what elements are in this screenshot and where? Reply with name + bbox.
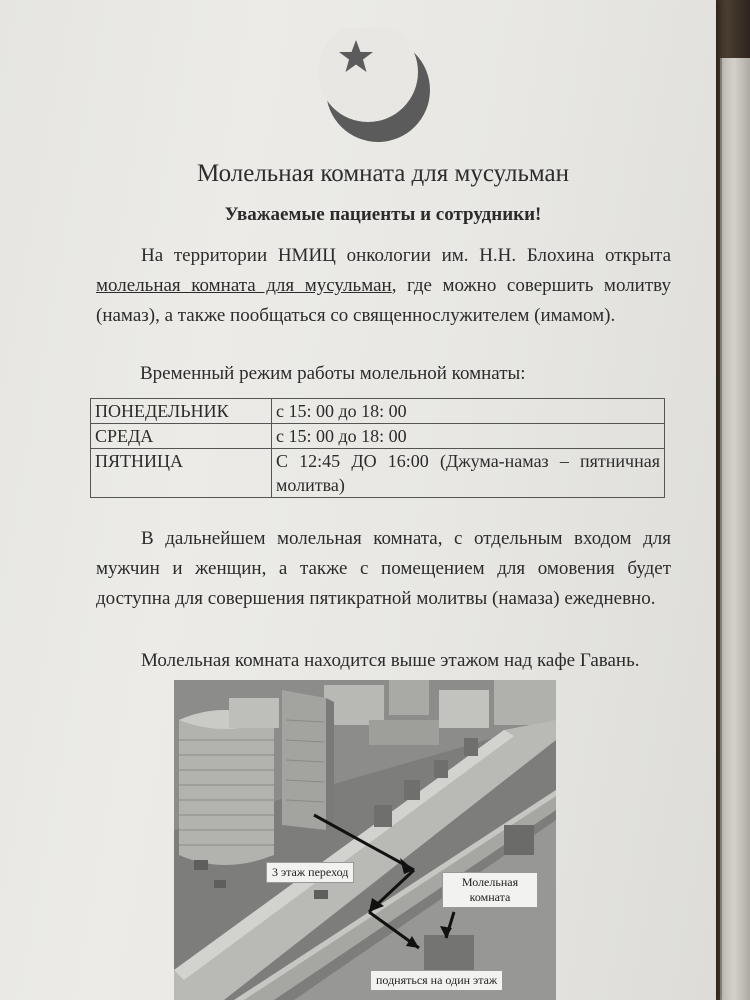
future-text: В дальнейшем молельная комната, с отдельным входом для мужчин и женщин, а также с помещением для омовения будет доступна для совершения пятикратной молитвы (намаза) ежедневно. (96, 528, 671, 609)
table-row (91, 449, 665, 498)
schedule-day: ПЯТНИЦА (91, 449, 272, 498)
table-row (91, 424, 665, 449)
prayer-room-mention: молельная комната для мусульман (96, 275, 392, 296)
schedule-table (90, 398, 665, 498)
schedule-time: с 15: 00 до 18: 00 (272, 399, 665, 424)
table-row (91, 399, 665, 424)
page-title: Молельная комната для мусульман (196, 160, 569, 187)
schedule-heading: Временный режим работы молельной комнаты: (140, 363, 526, 384)
intro-text-start: На территории НМИЦ онкологии им. Н.Н. Блохина открыта (141, 245, 671, 266)
location-text: Молельная комната находится выше этажом над кафе Гавань. (141, 650, 640, 671)
intro-text-end: , где можно совершить молитву (намаз), а также пообщаться со священнослужителем (имамом). (96, 275, 671, 326)
label-prayer-room: Молельная комната (442, 872, 538, 908)
label-go-up: подняться на один этаж (370, 970, 503, 991)
future-paragraph (96, 524, 671, 614)
schedule-time: С 12:45 ДО 16:00 (Джума-намаз – пятничная молитва) (272, 449, 665, 498)
location-paragraph (96, 646, 671, 676)
schedule-time: с 15: 00 до 18: 00 (272, 424, 665, 449)
schedule-day: СРЕДА (91, 424, 272, 449)
background-panel (720, 58, 750, 1000)
label-transition: 3 этаж переход (266, 862, 354, 883)
schedule-day: ПОНЕДЕЛЬНИК (91, 399, 272, 424)
greeting: Уважаемые пациенты и сотрудники! (224, 204, 542, 225)
building-model-illustration (174, 680, 556, 1000)
building-model-photo (174, 680, 556, 1000)
crescent-star-icon (318, 28, 438, 143)
intro-paragraph (96, 241, 671, 331)
